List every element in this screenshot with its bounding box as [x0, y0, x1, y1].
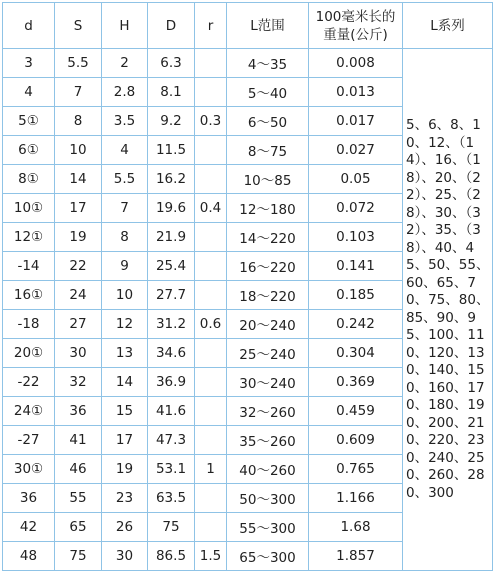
cell-r: 0.3 — [195, 107, 227, 136]
cell-r — [195, 426, 227, 455]
cell-l-range: 32～260 — [227, 397, 309, 426]
cell-diameter: 27.7 — [148, 281, 195, 310]
cell-diameter: 53.1 — [148, 455, 195, 484]
header-diameter: D — [148, 3, 195, 49]
cell-r — [195, 252, 227, 281]
cell-diameter: 63.5 — [148, 484, 195, 513]
cell-l-range: 14～220 — [227, 223, 309, 252]
cell-s: 5.5 — [55, 49, 102, 78]
cell-weight: 0.103 — [309, 223, 403, 252]
cell-r — [195, 165, 227, 194]
cell-weight: 0.141 — [309, 252, 403, 281]
cell-d: -18 — [3, 310, 55, 339]
header-weight: 100毫米长的重量(公斤) — [309, 3, 403, 49]
cell-diameter: 25.4 — [148, 252, 195, 281]
cell-s: 24 — [55, 281, 102, 310]
cell-diameter: 47.3 — [148, 426, 195, 455]
cell-d: -27 — [3, 426, 55, 455]
cell-r — [195, 136, 227, 165]
cell-s: 7 — [55, 78, 102, 107]
cell-weight: 0.072 — [309, 194, 403, 223]
cell-s: 17 — [55, 194, 102, 223]
cell-weight: 0.242 — [309, 310, 403, 339]
header-h: H — [102, 3, 148, 49]
cell-h: 5.5 — [102, 165, 148, 194]
header-l-series: L系列 — [403, 3, 493, 49]
cell-weight: 1.166 — [309, 484, 403, 513]
cell-s: 55 — [55, 484, 102, 513]
cell-diameter: 6.3 — [148, 49, 195, 78]
cell-h: 17 — [102, 426, 148, 455]
cell-h: 23 — [102, 484, 148, 513]
cell-h: 10 — [102, 281, 148, 310]
cell-s: 14 — [55, 165, 102, 194]
cell-s: 30 — [55, 339, 102, 368]
cell-d: 24① — [3, 397, 55, 426]
cell-s: 41 — [55, 426, 102, 455]
cell-h: 26 — [102, 513, 148, 542]
cell-d: 30① — [3, 455, 55, 484]
cell-d: -22 — [3, 368, 55, 397]
cell-diameter: 9.2 — [148, 107, 195, 136]
cell-h: 3.5 — [102, 107, 148, 136]
cell-l-range: 5～40 — [227, 78, 309, 107]
cell-l-range: 25～240 — [227, 339, 309, 368]
cell-diameter: 75 — [148, 513, 195, 542]
cell-weight: 0.369 — [309, 368, 403, 397]
cell-l-range: 12～180 — [227, 194, 309, 223]
cell-diameter: 36.9 — [148, 368, 195, 397]
header-d: d — [3, 3, 55, 49]
cell-l-range: 18～220 — [227, 281, 309, 310]
header-s: S — [55, 3, 102, 49]
cell-h: 2.8 — [102, 78, 148, 107]
cell-r — [195, 223, 227, 252]
cell-s: 19 — [55, 223, 102, 252]
cell-d: 36 — [3, 484, 55, 513]
cell-l-range: 50～300 — [227, 484, 309, 513]
cell-h: 19 — [102, 455, 148, 484]
cell-h: 12 — [102, 310, 148, 339]
table-body — [3, 49, 493, 571]
header-r: r — [195, 3, 227, 49]
cell-s: 32 — [55, 368, 102, 397]
cell-l-range: 4～35 — [227, 49, 309, 78]
cell-s: 22 — [55, 252, 102, 281]
cell-l-range: 20～240 — [227, 310, 309, 339]
cell-d: 3 — [3, 49, 55, 78]
cell-weight: 0.304 — [309, 339, 403, 368]
cell-d: -14 — [3, 252, 55, 281]
cell-d: 20① — [3, 339, 55, 368]
cell-r — [195, 78, 227, 107]
table-row — [3, 49, 493, 78]
cell-diameter: 86.5 — [148, 542, 195, 571]
cell-s: 10 — [55, 136, 102, 165]
cell-r — [195, 484, 227, 513]
cell-diameter: 16.2 — [148, 165, 195, 194]
cell-weight: 0.05 — [309, 165, 403, 194]
cell-d: 12① — [3, 223, 55, 252]
cell-d: 5① — [3, 107, 55, 136]
cell-s: 8 — [55, 107, 102, 136]
cell-s: 27 — [55, 310, 102, 339]
cell-diameter: 34.6 — [148, 339, 195, 368]
cell-l-range: 8～75 — [227, 136, 309, 165]
cell-d: 42 — [3, 513, 55, 542]
cell-r — [195, 397, 227, 426]
cell-s: 36 — [55, 397, 102, 426]
cell-weight: 1.68 — [309, 513, 403, 542]
cell-d: 48 — [3, 542, 55, 571]
cell-r: 0.6 — [195, 310, 227, 339]
cell-h: 9 — [102, 252, 148, 281]
cell-l-range: 65～300 — [227, 542, 309, 571]
cell-weight: 0.027 — [309, 136, 403, 165]
cell-weight: 0.609 — [309, 426, 403, 455]
cell-d: 4 — [3, 78, 55, 107]
cell-r — [195, 49, 227, 78]
spec-table — [2, 2, 493, 571]
cell-l-range: 16～220 — [227, 252, 309, 281]
cell-diameter: 31.2 — [148, 310, 195, 339]
cell-r — [195, 339, 227, 368]
cell-s: 65 — [55, 513, 102, 542]
cell-l-range: 30～240 — [227, 368, 309, 397]
cell-d: 8① — [3, 165, 55, 194]
header-row — [3, 3, 493, 49]
cell-r — [195, 368, 227, 397]
cell-r — [195, 281, 227, 310]
cell-h: 7 — [102, 194, 148, 223]
cell-weight: 0.185 — [309, 281, 403, 310]
cell-l-range: 6～50 — [227, 107, 309, 136]
cell-l-range: 40～260 — [227, 455, 309, 484]
cell-h: 15 — [102, 397, 148, 426]
cell-diameter: 41.6 — [148, 397, 195, 426]
cell-h: 8 — [102, 223, 148, 252]
cell-r: 1.5 — [195, 542, 227, 571]
cell-weight: 0.765 — [309, 455, 403, 484]
cell-h: 4 — [102, 136, 148, 165]
cell-diameter: 8.1 — [148, 78, 195, 107]
l-series-cell: 5、6、8、10、12、（14）、16、（18）、20、（22）、25、（28）、30、（32）、35、（38）、40、45、50、55、60、65、70、75、80、85、90、95、100、110、120、130、140、150、160、170、180、190、200、210、220、230、240、250、260、280、300 — [403, 49, 493, 571]
cell-weight: 0.459 — [309, 397, 403, 426]
cell-l-range: 10～85 — [227, 165, 309, 194]
cell-l-range: 35～260 — [227, 426, 309, 455]
cell-weight: 1.857 — [309, 542, 403, 571]
cell-h: 2 — [102, 49, 148, 78]
cell-h: 30 — [102, 542, 148, 571]
cell-l-range: 55～300 — [227, 513, 309, 542]
cell-h: 14 — [102, 368, 148, 397]
cell-r: 1 — [195, 455, 227, 484]
cell-d: 16① — [3, 281, 55, 310]
header-l-range: L范围 — [227, 3, 309, 49]
cell-diameter: 19.6 — [148, 194, 195, 223]
cell-s: 75 — [55, 542, 102, 571]
cell-weight: 0.017 — [309, 107, 403, 136]
cell-r: 0.4 — [195, 194, 227, 223]
cell-d: 10① — [3, 194, 55, 223]
cell-h: 13 — [102, 339, 148, 368]
cell-diameter: 21.9 — [148, 223, 195, 252]
cell-r — [195, 513, 227, 542]
cell-weight: 0.008 — [309, 49, 403, 78]
cell-diameter: 11.5 — [148, 136, 195, 165]
cell-weight: 0.013 — [309, 78, 403, 107]
cell-d: 6① — [3, 136, 55, 165]
cell-s: 46 — [55, 455, 102, 484]
